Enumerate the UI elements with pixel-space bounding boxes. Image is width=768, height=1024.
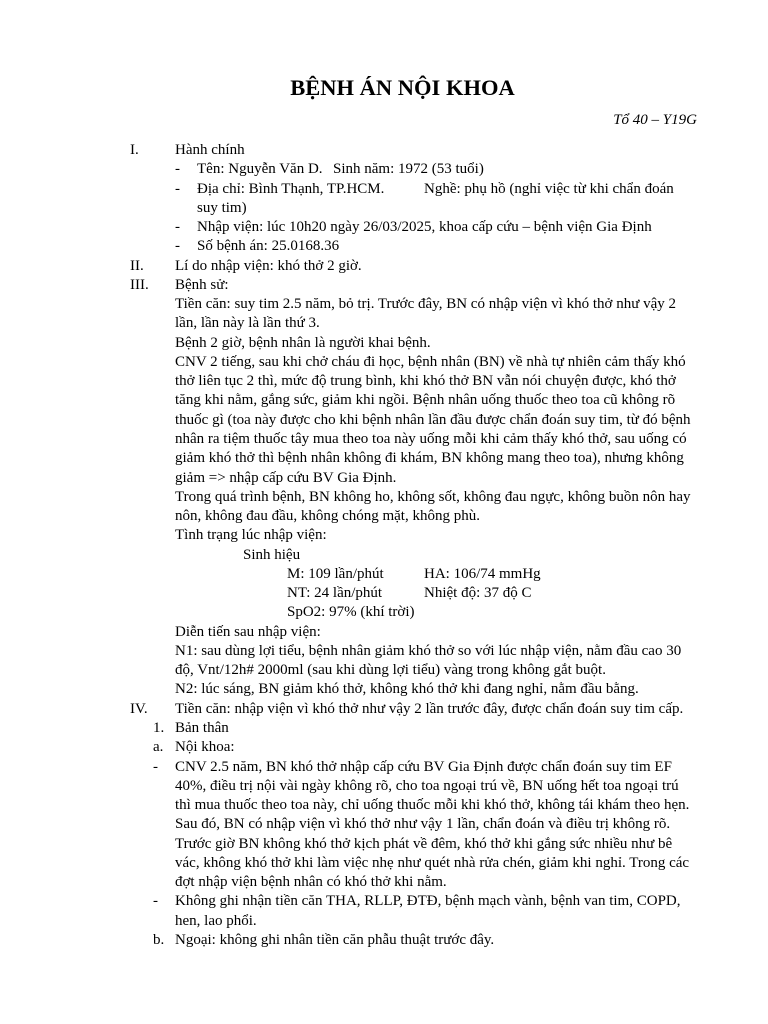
past-history-summary: Tiền căn: nhập viện vì khó thở như vậy 2 lần trước đây, được chẩn đoán suy tim cấp. <box>175 700 684 717</box>
progress-day-1 <box>0 642 768 661</box>
section-number: III. <box>130 276 149 293</box>
vital-respiratory-rate: NT: 24 lần/phút <box>287 585 383 602</box>
text-line: Trước giờ BN không khó thở kịch phát về đêm, khó thở khi gắng sức nhiều như bê <box>175 835 673 852</box>
section-row <box>0 700 768 719</box>
occupation-line: suy tim) <box>197 199 247 216</box>
text-line: CNV 2 tiếng, sau khi chở cháu đi học, bệnh nhân (BN) về nhà tự nhiên cảm thấy khó <box>175 353 686 370</box>
text-line: 40%, điều trị nội vài ngày không rõ, cho toa ngoại trú về, BN uống hết toa ngoại trú <box>175 777 679 794</box>
dash-marker: - <box>175 219 180 236</box>
vital-spo2: SpO2: 97% (khí trời) <box>287 604 415 621</box>
list-item <box>0 180 768 199</box>
onset-line <box>0 334 768 353</box>
admission-info: Nhập viện: lúc 10h20 ngày 26/03/2025, khoa cấp cứu – bệnh viện Gia Định <box>197 219 652 236</box>
course-line <box>0 449 768 468</box>
negatives-line <box>0 488 768 507</box>
section-heading: Bệnh sử: <box>175 276 229 293</box>
text-line: N2: lúc sáng, BN giảm khó thở, không khó thở khi đang nghỉ, nằm đầu bằng. <box>175 681 639 698</box>
vital-temperature: Nhiệt độ: 37 độ C <box>424 585 532 602</box>
course-line <box>0 430 768 449</box>
text-line: Trong quá trình bệnh, BN không ho, không sốt, không đau ngực, không buồn nôn hay <box>175 488 691 505</box>
subsection-letter: a. <box>153 739 164 756</box>
text-line: thuốc gì (toa này được cho khi bệnh nhân lần đầu được chẩn đoán suy tim, từ đó bệnh <box>175 411 691 428</box>
vitals-row <box>0 603 768 622</box>
progress-row <box>0 623 768 642</box>
subsection-heading: Nội khoa: <box>175 739 235 756</box>
text-line: độ, Vnt/12h# 2000ml (sau khi dùng lợi tiểu) vàng trong không gắt buột. <box>175 662 606 679</box>
past-history-line <box>0 314 768 333</box>
list-item <box>0 758 768 777</box>
text-line: thì mua thuốc theo toa này, chỉ uống thuốc mỗi khi khó thở, không tái khám theo hẹn. <box>175 797 690 814</box>
list-item <box>0 160 768 179</box>
list-item-continuation <box>0 854 768 873</box>
list-item-continuation <box>0 199 768 218</box>
text-line: vác, không khó thở khi làm việc nhẹ như quét nhà rửa chén, giảm khi nghỉ. Trong các <box>175 854 690 871</box>
admission-reason: Lí do nhập viện: khó thở 2 giờ. <box>175 257 362 274</box>
list-item-continuation <box>0 873 768 892</box>
vitals-row <box>0 584 768 603</box>
course-line <box>0 372 768 391</box>
subsection-row <box>0 738 768 757</box>
subsection-number: 1. <box>153 719 165 736</box>
list-item-continuation <box>0 912 768 931</box>
text-line: Tiền căn: suy tim 2.5 năm, bỏ trị. Trước đây, BN có nhập viện vì khó thở như vậy 2 <box>175 296 676 313</box>
surgical-history: Ngoại: không ghi nhân tiền căn phẫu thuật trước đây. <box>175 931 495 948</box>
birth-year: Sinh năm: 1972 (53 tuổi) <box>333 161 484 178</box>
dash-marker: - <box>175 161 180 178</box>
text-line: Bệnh 2 giờ, bệnh nhân là người khai bệnh. <box>175 334 431 351</box>
document-body <box>0 141 768 950</box>
section-number: II. <box>130 257 144 274</box>
text-line: tăng khi nằm, gắng sức, giảm khi ngồi. Bệnh nhân uống thuốc theo toa cũ không rõ <box>175 392 676 409</box>
list-item-continuation <box>0 815 768 834</box>
dash-marker: - <box>175 238 180 255</box>
vitals-row <box>0 565 768 584</box>
vital-blood-pressure: HA: 106/74 mmHg <box>424 565 541 582</box>
subsection-heading: Bản thân <box>175 719 229 736</box>
text-line: nhân ra tiệm thuốc tây mua theo toa này uống mỗi khi cảm thấy khó thở, sau uống có <box>175 430 687 447</box>
list-item <box>0 218 768 237</box>
list-item <box>0 237 768 256</box>
list-item-continuation <box>0 777 768 796</box>
text-line: nôn, không đau đầu, không chóng mặt, không phù. <box>175 508 480 525</box>
section-row <box>0 141 768 160</box>
record-number: Số bệnh án: 25.0168.36 <box>197 238 340 255</box>
document-title: BỆNH ÁN NỘI KHOA <box>290 75 515 100</box>
section-heading: Hành chính <box>175 142 245 158</box>
patient-address: Địa chỉ: Bình Thạnh, TP.HCM. <box>197 180 385 197</box>
text-line: đợt nhập viện bệnh nhân có khó thở khi nằm. <box>175 874 447 891</box>
group-label: Tổ 40 – Y19G <box>613 112 697 128</box>
list-item <box>0 892 768 911</box>
admission-status-row <box>0 526 768 545</box>
text-line: Sau đó, BN có nhập viện vì khó thở như vậy 1 lần, chẩn đoán và điều trị không rõ. <box>175 816 671 833</box>
vitals-label: Sinh hiệu <box>243 546 301 563</box>
past-history-line <box>0 295 768 314</box>
text-line: lần, lần này là lần thứ 3. <box>175 315 320 332</box>
text-line: N1: sau dùng lợi tiểu, bệnh nhân giảm khó thở so với lúc nhập viện, nằm đầu cao 30 <box>175 642 682 659</box>
text-line: CNV 2.5 năm, BN khó thở nhập cấp cứu BV Gia Định được chẩn đoán suy tim EF <box>175 758 672 775</box>
text-line: Không ghi nhận tiền căn THA, RLLP, ĐTĐ, bệnh mạch vành, bệnh van tim, COPD, <box>175 893 681 910</box>
dash-marker: - <box>175 180 180 197</box>
negatives-line <box>0 507 768 526</box>
text-line: giảm khó thở thì bệnh nhân không đi khám, BN không mang theo toa), nhưng không <box>175 450 684 467</box>
text-line: giảm => nhập cấp cứu BV Gia Định. <box>175 469 397 486</box>
course-line <box>0 469 768 488</box>
progress-day-2 <box>0 680 768 699</box>
admission-status-label: Tình trạng lúc nhập viện: <box>175 527 327 544</box>
progress-label: Diễn tiến sau nhập viện: <box>175 623 321 640</box>
section-row <box>0 257 768 276</box>
subsection-row <box>0 931 768 950</box>
occupation-line: Nghề: phụ hồ (nghỉ việc từ khi chẩn đoán <box>424 180 674 197</box>
course-line <box>0 353 768 372</box>
section-row <box>0 276 768 295</box>
subsection-row <box>0 719 768 738</box>
list-item-continuation <box>0 835 768 854</box>
section-number: IV. <box>130 700 148 717</box>
text-line: hen, lao phổi. <box>175 912 257 929</box>
dash-marker: - <box>153 893 158 910</box>
patient-name: Tên: Nguyễn Văn D. <box>197 161 323 178</box>
subsection-letter: b. <box>153 931 165 948</box>
course-line <box>0 411 768 430</box>
dash-marker: - <box>153 758 158 775</box>
list-item-continuation <box>0 796 768 815</box>
vitals-row <box>0 546 768 565</box>
vital-pulse: M: 109 lần/phút <box>287 565 384 582</box>
text-line: thở liên tục 2 thì, mức độ trung bình, khi khó thở BN vẫn nói chuyện được, khó thở <box>175 373 676 390</box>
course-line <box>0 391 768 410</box>
section-number: I. <box>130 142 139 158</box>
progress-day-1 <box>0 661 768 680</box>
